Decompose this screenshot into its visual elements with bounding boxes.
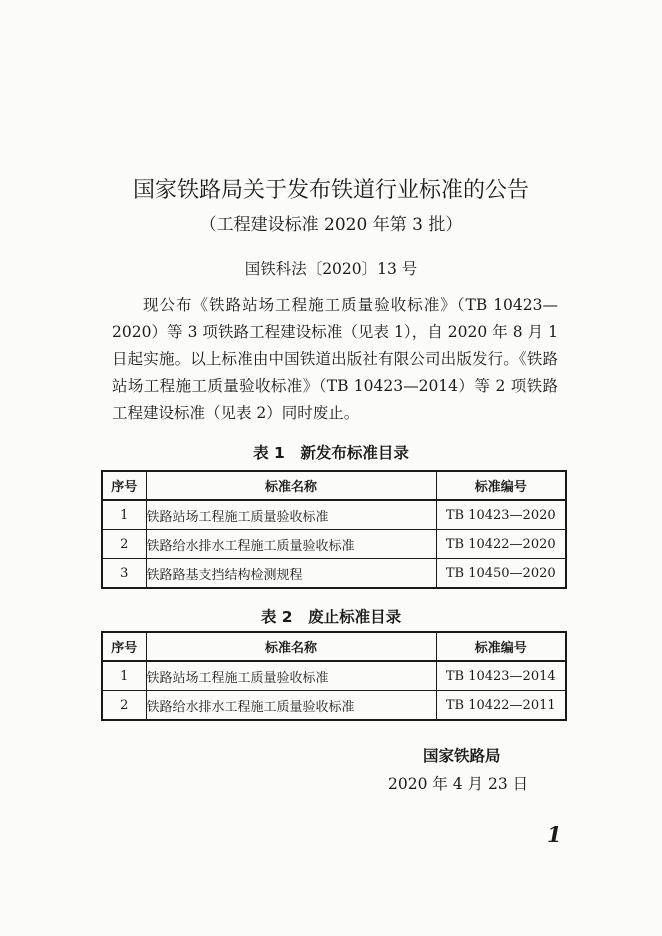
header-code: 标准编号 (436, 632, 566, 661)
table-row (102, 559, 566, 589)
table-header-row (102, 471, 566, 500)
table-row (102, 530, 566, 559)
table-row (102, 500, 566, 530)
row-name: 铁路站场工程施工质量验收标准 (146, 500, 436, 530)
table2-caption: 表 2 废止标准目录 (260, 608, 402, 626)
row-code: TB 10422—2020 (436, 530, 566, 559)
row-code: TB 10423—2014 (436, 661, 566, 691)
row-code: TB 10423—2020 (436, 500, 566, 530)
issue-date: 2020 年 4 月 23 日 (388, 775, 529, 793)
issuer-name: 国家铁路局 (423, 747, 501, 765)
table-header-row (102, 632, 566, 661)
row-no: 2 (102, 530, 146, 559)
table-row (102, 691, 566, 721)
row-no: 1 (102, 500, 146, 530)
header-no: 序号 (102, 471, 146, 500)
row-name: 铁路路基支挡结构检测规程 (146, 559, 436, 589)
row-no: 3 (102, 559, 146, 589)
header-code: 标准编号 (436, 471, 566, 500)
document-number: 国铁科法〔2020〕13 号 (244, 260, 418, 278)
table-row (102, 661, 566, 691)
header-name: 标准名称 (146, 471, 436, 500)
row-no: 2 (102, 691, 146, 721)
row-name: 铁路给水排水工程施工质量验收标准 (146, 530, 436, 559)
repealed-standards-table (101, 631, 567, 721)
new-standards-table (101, 470, 567, 589)
page-number: 1 (547, 822, 562, 847)
row-code: TB 10422—2011 (436, 691, 566, 721)
table1-caption: 表 1 新发布标准目录 (253, 444, 409, 462)
row-name: 铁路给水排水工程施工质量验收标准 (146, 691, 436, 721)
header-name: 标准名称 (146, 632, 436, 661)
row-code: TB 10450—2020 (436, 559, 566, 589)
notice-subtitle: （工程建设标准 2020 年第 3 批） (199, 215, 463, 235)
row-no: 1 (102, 661, 146, 691)
notice-body: 现公布《铁路站场工程施工质量验收标准》（TB 10423—2020）等 3 项铁路工程建设标准（见表 1），自 2020 年 8 月 1 日起实施。以上标准由中国铁道出版社有限公司出版发行。《铁路站场工程施工质量验收标准》（TB 10423—2014）等 2 项铁路工程建设标准（见表 2）同时废止。 (112, 296, 558, 422)
header-no: 序号 (102, 632, 146, 661)
row-name: 铁路站场工程施工质量验收标准 (146, 661, 436, 691)
notice-title: 国家铁路局关于发布铁道行业标准的公告 (132, 178, 529, 203)
